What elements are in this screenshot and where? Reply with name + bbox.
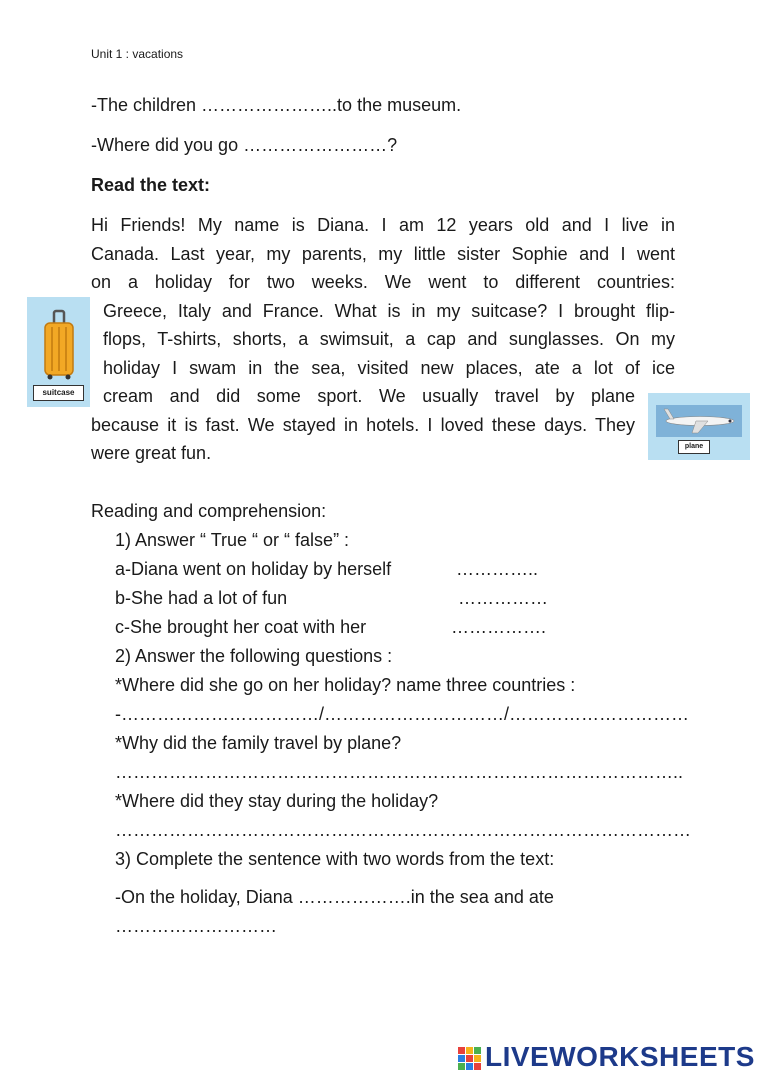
q2-question-3: *Where did they stay during the holiday? bbox=[115, 791, 439, 811]
q3-title: 3) Complete the sentence with two words from the text: bbox=[115, 849, 555, 869]
unit-title: Unit 1 : vacations bbox=[91, 47, 184, 61]
paragraph-line-2: Canada. Last year, my parents, my little sister Sophie and I went bbox=[91, 243, 675, 264]
q1-title: 1) Answer “ True “ or “ false” : bbox=[115, 530, 350, 550]
q3-blank[interactable]: ……………………… bbox=[115, 916, 277, 936]
q1-item-c: c-She brought her coat with her bbox=[115, 617, 367, 637]
q1-item-a-blank[interactable]: ………….. bbox=[456, 559, 539, 579]
liveworksheets-brand[interactable]: LIVEWORKSHEETS bbox=[485, 1041, 755, 1072]
q2-question-1: *Where did she go on her holiday? name three countries : bbox=[115, 675, 576, 695]
paragraph-line-3: on a holiday for two weeks. We went to different countries: bbox=[91, 272, 675, 292]
paragraph-line-6: holiday I swam in the sea, visited new places, ate a lot of ice bbox=[103, 357, 675, 378]
paragraph-line-1: Hi Friends! My name is Diana. I am 12 years old and I live in bbox=[91, 215, 675, 235]
plane-label: plane bbox=[678, 440, 710, 454]
read-heading: Read the text: bbox=[91, 175, 211, 195]
plane-image bbox=[648, 393, 750, 460]
q2-answer-3[interactable]: …………………………………………………………………………………… bbox=[115, 820, 691, 840]
suitcase-label: suitcase bbox=[33, 385, 84, 401]
q3-sentence: -On the holiday, Diana ……………….in the sea and ate bbox=[115, 887, 554, 907]
q2-answer-2[interactable]: ………………………………………………………………………………….. bbox=[115, 762, 684, 782]
q1-item-c-blank[interactable]: ……………. bbox=[451, 617, 547, 637]
paragraph-line-5: flops, T-shirts, shorts, a swimsuit, a cap and sunglasses. On my bbox=[103, 329, 675, 349]
paragraph-line-8: because it is fast. We stayed in hotels. I loved these days. They bbox=[91, 414, 635, 435]
paragraph-line-4: Greece, Italy and France. What is in my suitcase? I brought flip- bbox=[103, 300, 675, 321]
liveworksheets-logo-icon bbox=[458, 1047, 481, 1070]
q2-answer-1[interactable]: -……………………………/…………………………/………………………… bbox=[115, 704, 689, 724]
paragraph-line-7: cream and did some sport. We usually travel by plane bbox=[103, 386, 635, 406]
q2-title: 2) Answer the following questions : bbox=[115, 646, 393, 666]
paragraph-line-9: were great fun. bbox=[91, 443, 212, 463]
comprehension-heading: Reading and comprehension: bbox=[91, 501, 327, 521]
suitcase-image bbox=[27, 297, 90, 407]
q1-item-b-blank[interactable]: …………… bbox=[458, 588, 548, 608]
grammar-line-1: -The children …………………..to the museum. bbox=[91, 95, 462, 115]
q1-item-a: a-Diana went on holiday by herself bbox=[115, 559, 392, 579]
grammar-line-2: -Where did you go ……………………? bbox=[91, 135, 398, 155]
q2-question-2: *Why did the family travel by plane? bbox=[115, 733, 402, 753]
q1-item-b: b-She had a lot of fun bbox=[115, 588, 288, 608]
